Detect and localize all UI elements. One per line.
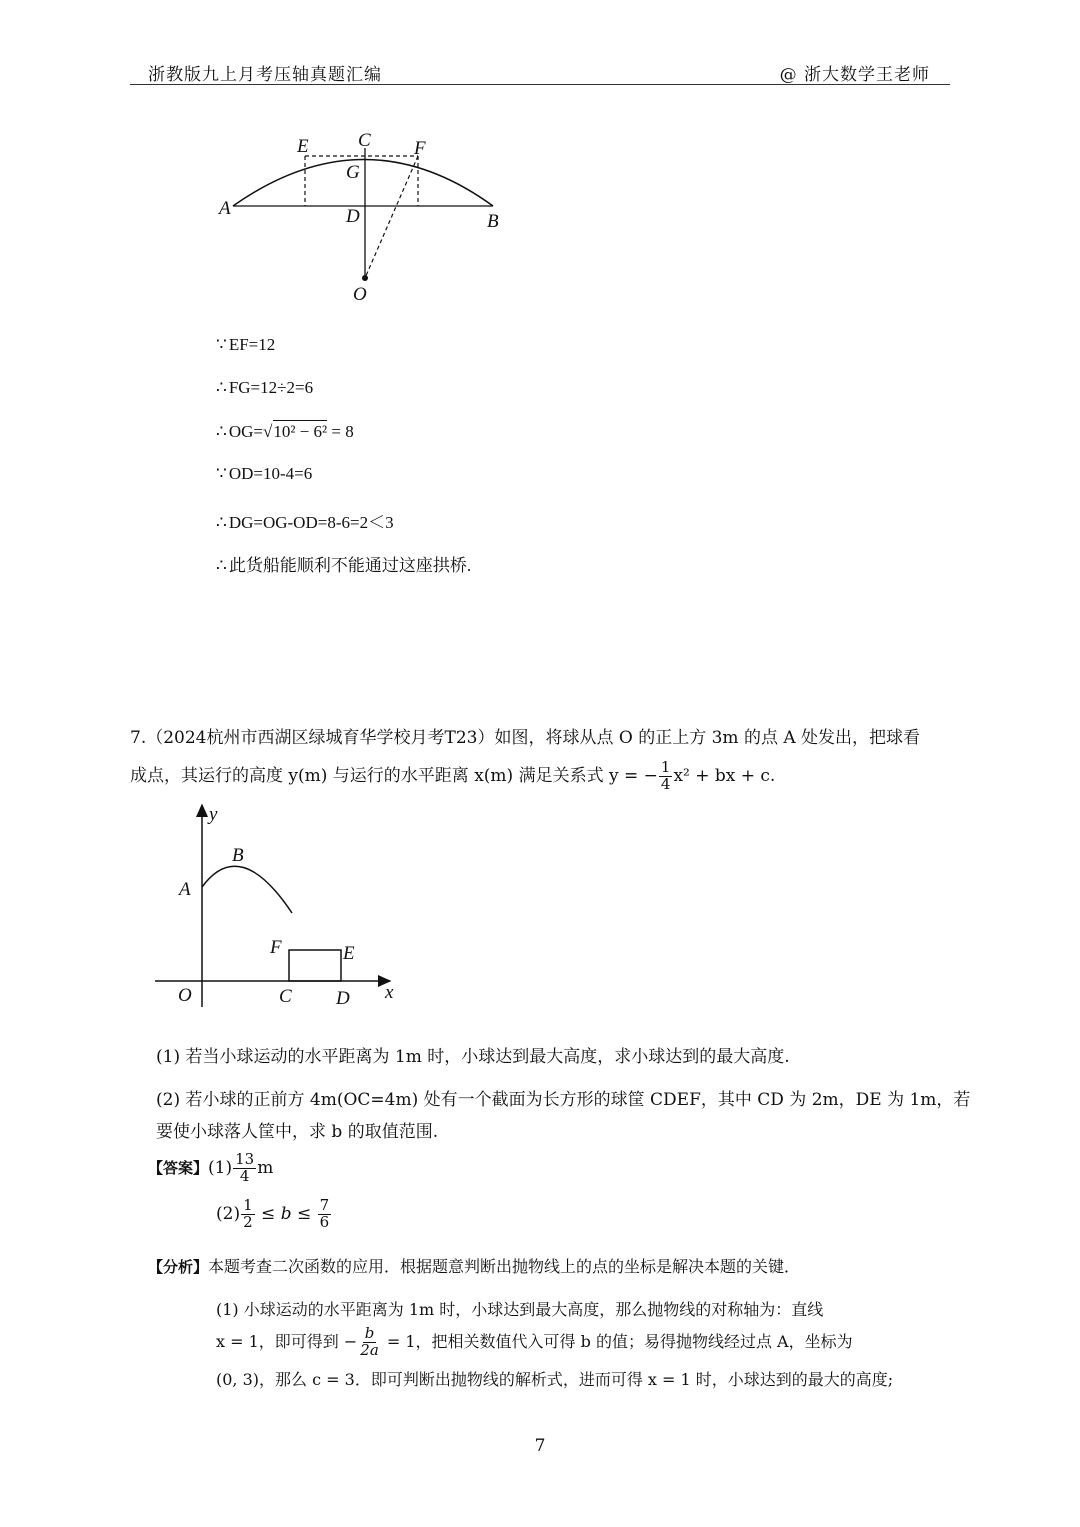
analysis-para-line2: x = 1，即可得到 − $\frac{b}{2a}$ = 1，把相关数值代入可得 b 的值；易得抛物线经过点 A，坐标为 (216, 1324, 853, 1359)
label-x: x (385, 982, 394, 1003)
point-O (362, 275, 368, 281)
solution-line-3: ∴ OG=√10² − 6² = 8 (216, 422, 354, 441)
question-part-2-line1: (2) 若小球的正前方 4m(OC=4m) 处有一个截面为长方形的球筐 CDEF，其中 CD 为 2m，DE 为 1m，若 (156, 1090, 971, 1110)
answer-1-fraction: $\frac{13}{4}$ (235, 1150, 255, 1185)
label-E: E (343, 943, 355, 964)
answer-2-right-fraction: $\frac{7}{6}$ (319, 1196, 330, 1231)
answer-tag: 【答案】 (148, 1158, 209, 1177)
page-number: 7 (534, 1436, 546, 1456)
label-C: C (279, 986, 292, 1007)
label-E: E (297, 136, 309, 157)
question-source: （2024杭州市西湖区绿城育华学校月考T23） (146, 728, 495, 748)
answer-2-left-fraction: $\frac{1}{2}$ (243, 1196, 253, 1231)
analysis-para-line1: (1) 小球运动的水平距离为 1m 时，小球达到最大高度，那么抛物线的对称轴为：直线 (216, 1300, 824, 1319)
label-F: F (414, 138, 426, 159)
question-part-2-line2: 要使小球落人筐中，求 b 的取值范围. (156, 1122, 439, 1142)
analysis-fraction: $\frac{b}{2a}$ (360, 1324, 379, 1359)
basket-CDEF (289, 950, 341, 981)
question-7-stem-line1: 7.（2024杭州市西湖区绿城育华学校月考T23）如图，将球从点 O 的正上方 3m 的点 A 处发出，把球看 (130, 728, 921, 748)
arch-bridge-figure (215, 128, 515, 308)
analysis-para-line3: (0, 3)，那么 c = 3．即可判断出抛物线的解析式，进而可得 x = 1 时，小球达到的最大的高度; (216, 1370, 894, 1389)
label-A: A (179, 879, 191, 900)
parabola-basket-figure (150, 795, 410, 1020)
label-O: O (178, 985, 192, 1006)
solution-line-2: ∴ FG=12÷2=6 (216, 378, 314, 397)
answer-part-2: (2) $\frac{1}{2}$ ≤ b ≤ $\frac{7}{6}$ (216, 1196, 330, 1231)
question-part-1: (1) 若当小球运动的水平距离为 1m 时，小球达到最大高度，求小球达到的最大高度. (156, 1047, 790, 1067)
parabola-curve (202, 866, 292, 913)
label-B: B (232, 845, 244, 866)
solution-line-4: ∵ OD=10-4=6 (216, 464, 313, 483)
label-B: B (487, 211, 499, 232)
label-A: A (219, 198, 231, 219)
label-G: G (346, 162, 360, 183)
label-D: D (346, 206, 360, 227)
question-number: 7. (130, 728, 147, 748)
label-O: O (353, 284, 367, 305)
header-left-title: 浙教版九上月考压轴真题汇编 (148, 65, 382, 85)
arch-curve (233, 160, 493, 207)
answer-part-1: 【答案】(1) $\frac{13}{4}$ m (148, 1150, 274, 1185)
label-C: C (358, 130, 371, 151)
formula-fraction: $\frac{1}{4}$ (660, 758, 671, 793)
question-7-stem-line2: 成点，其运行的高度 y(m) 与运行的水平距离 x(m) 满足关系式 y = − $\frac{1}{4}$ x² + bx + c. (130, 758, 776, 793)
label-F: F (270, 937, 282, 958)
label-y: y (209, 804, 218, 825)
analysis-tag: 【分析】 (148, 1258, 209, 1276)
segment-FO (365, 156, 418, 278)
solution-line-5: ∴ DG=OG-OD=8-6=2＜3 (216, 513, 394, 532)
header-divider (130, 84, 950, 85)
analysis-summary: 【分析】本题考查二次函数的应用．根据题意判断出抛物线上的点的坐标是解决本题的关键． (148, 1257, 801, 1276)
header-right-author: @ 浙大数学王老师 (779, 65, 930, 85)
solution-conclusion: ∴ 此货船能顺利不能通过这座拱桥. (216, 556, 472, 575)
label-D: D (336, 988, 350, 1009)
solution-line-1: ∵ EF=12 (216, 335, 276, 354)
